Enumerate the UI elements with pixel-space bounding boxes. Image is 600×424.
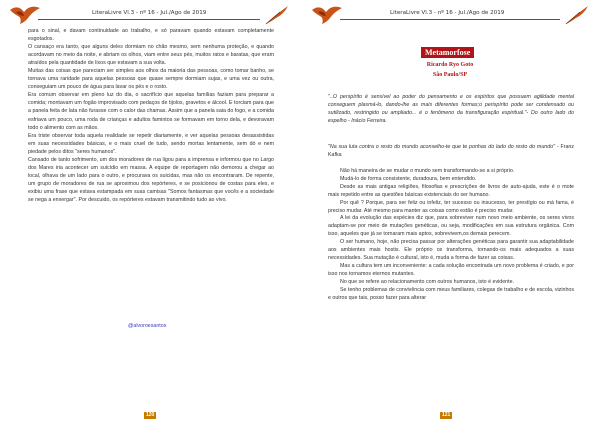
page-header bbox=[300, 4, 600, 26]
article-title: Metamorfose bbox=[421, 47, 474, 58]
paragraph: Por quê ? Porque, para ser feliz ou infeliz, ter sucesso ou insucesso, ter prestígio ou má fama, é preciso mudar. Até mesmo para manter as coisas como estão é preciso mudar. bbox=[328, 199, 574, 214]
paragraph: Era comum observar em pleno luz do dia, o sacrifício que aquelas famílias faziam para preparar a comida; montavam um fogão improvisado com pedaços de tijolos, gravetos e álcool. E torciam para que a panela feita de lata não furasse com o calor das chamas. Assim que a panela saia do fogo, e a comida esfriava um pouco, uma roda de crianças e adultos famintos se formavam em torno dela, e devoravam todo o alimento com as mãos. bbox=[28, 92, 274, 131]
author-name: Ricardo Ryo Goto bbox=[426, 62, 474, 68]
paragraph: O cansaço era tanto, que alguns deles dormiam no chão mesmo, sem nenhuma proteção, e quando acordavam no meio da noite, e abriam os olhos, viam entre seus pés, muitos ratos e baratas, que eram atraídos pela quantidade de lixos que estavam a sua volta. bbox=[28, 44, 274, 67]
quote-text: "Na sua luta contra o resto do mundo aconselho-te que te ponhas do lado do resto do mundo" bbox=[328, 144, 555, 150]
journal-title: LiteraLivre Vl.3 - nº 16 - Jul./Ago de 2019 bbox=[390, 10, 505, 16]
paragraph: Desde as mais antigas religiões, filosofias e prescrições de livros de auto-ajuda, este é o mote mais repetido entre as questões básicas existenciais do ser humano. bbox=[328, 183, 574, 198]
author-handle[interactable]: @alvoroesantos bbox=[128, 323, 167, 329]
paragraph: Cansado de tanto sofrimento, um dos moradores de rua ligou para a imprensa e informou que no Largo dos Mares iria acontecer um suicídio em massa. A equipe de reportagem não demorou a chegar ao local, olhava de um lado para o outro, e procurava os suicidas, mas não os encontraram. De repente, um grupo de moradores de rua se aproximou dos repórteres, e se posicionou de costas para eles, e exibiu uma frase que estava estampada em suas camisas "Somos fantasmas que vocês e a sociedade se nega a enxergar". Por descuido, os repórteres estavam transmitindo tudo ao vivo. bbox=[28, 156, 274, 203]
header-rule bbox=[340, 19, 560, 20]
quote-source: - Franz Kafka bbox=[328, 144, 574, 158]
header-rule bbox=[38, 19, 260, 20]
quill-pen-icon bbox=[262, 4, 292, 26]
page-header bbox=[0, 4, 300, 26]
page-number: 121 bbox=[442, 412, 451, 418]
quill-pen-icon bbox=[562, 4, 592, 26]
page-number: 120 bbox=[146, 412, 155, 418]
paragraph: Muitas das coisas que pareciam ser simples aos olhos da maioria das pessoas, como tomar banho, se tornava uma raridade para aquelas pessoas que quase sempre dormiam sujas, e uma vez ou outra, conseguiam um pouco de água para lavar os pés e o rosto. bbox=[28, 68, 274, 91]
paragraph: para o sinal, e davam continuidade ao trabalho, e só paravam quando estavam completamente esgotados. bbox=[28, 28, 274, 43]
paragraph: A lei da evolução das espécies diz que, para sobreviver num novo meio ambiente, os seres vivos adaptam-se por meio de mutações genéticas, ou seja, modificações em sua estrutura orgânica. Com isso, aqueles que já se tornaram mais aptos, sobrevivem,os demais perecem. bbox=[328, 215, 574, 238]
paragraph: Era triste observar toda aquela realidade se repetir diariamente, e ver aquelas pessoas desassistidas em suas necessidades básicas, e o mais cruel de tudo, sendo mortas lentamente, sem dó e nem piedade pelos ditos "seres humanos". bbox=[28, 132, 274, 155]
paragraph: No que se refere ao relacionamento com outros humanos, isto é evidente. bbox=[340, 278, 515, 285]
right-page bbox=[300, 0, 600, 424]
paragraph: Se tenho problemas de convivência com meus familiares, colegas de trabalho e de escola, vizinhos e outros que tais, posso fazer para alterar bbox=[328, 286, 574, 301]
phoenix-logo-icon bbox=[310, 4, 344, 26]
paragraph: O ser humano, hoje, não precisa passar por alterações genéticas para garantir sua adaptabilidade aos ambientes mais hostis. Ele próprio os transforma, tornando-os mais adequados a suas necessidades. Sua mutação é cultural, isto é, muda a forma de fazer as coisas. bbox=[328, 239, 574, 261]
paragraph: Mudá-lo de forma consistente, duradoura, bem entendido. bbox=[340, 175, 477, 182]
article-body bbox=[28, 27, 274, 204]
phoenix-logo-icon bbox=[8, 4, 42, 26]
paragraph: Não há maneira de se mudar o mundo sem transformando-se a si próprio. bbox=[340, 168, 515, 174]
author-location: São Paulo/SP bbox=[432, 72, 468, 78]
epigraph-quote: "..O perspírito é sensível ao poder do pensamento e os espíritos que possuem agilidade mental conseguem plasmá-lo, dando-lhe as mais diferentes formas;o perispírito pode ser condensado ou sutilizado, restringido ou ampliado... é o fenômeno da transfiguração espiritual."- Do outro lado do espelho - Inácio Ferreira. bbox=[328, 94, 574, 124]
epigraph-quote bbox=[328, 144, 574, 160]
article-body bbox=[328, 168, 574, 302]
journal-title: LiteraLivre Vl.3 - nº 16 - Jul./Ago de 2019 bbox=[92, 10, 207, 16]
paragraph: Mas a cultura tem um inconveniente: a cada solução encontrada um novo problema é criado, e por isso nos tornamos eternos mutantes. bbox=[328, 262, 574, 277]
